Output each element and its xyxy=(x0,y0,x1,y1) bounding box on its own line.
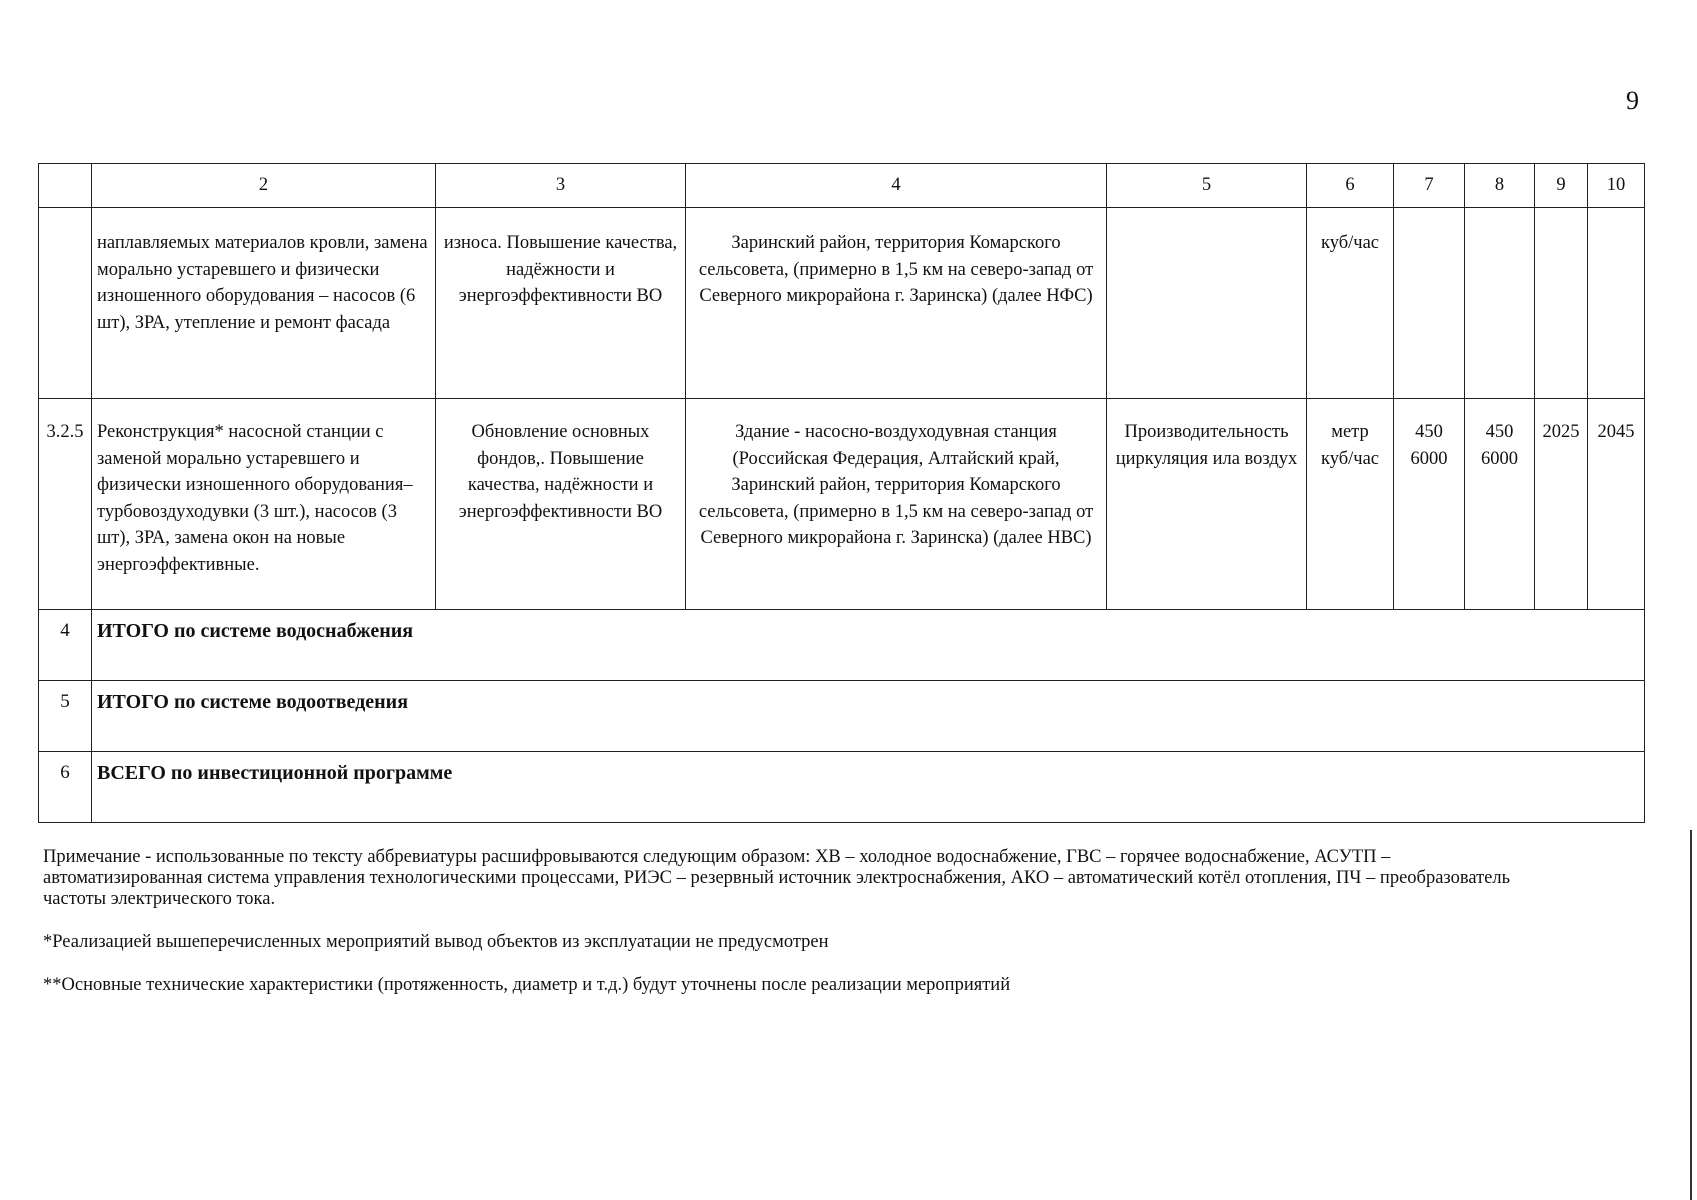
header-cell xyxy=(39,164,92,208)
measure-description: Реконструкция* насосной станции с заменой морально устаревшего и физически изношенного оборудования– турбовоздуходувки (3 шт.), насосов (3 шт), ЗРА, замена окон на новые энергоэффективные. xyxy=(92,399,436,610)
investment-program-table xyxy=(38,163,1645,823)
value-before xyxy=(1394,208,1465,399)
value-line: 450 xyxy=(1485,422,1514,442)
header-cell: 9 xyxy=(1535,164,1588,208)
footnote-double-star: **Основные технические характеристики (протяженность, диаметр и т.д.) будут уточнены после реализации мероприятий xyxy=(43,975,1011,995)
row-number: 4 xyxy=(39,610,92,681)
total-row-program xyxy=(39,752,1645,823)
total-label: ИТОГО по системе водоотведения xyxy=(92,681,1645,752)
header-cell: 10 xyxy=(1588,164,1645,208)
total-row-wastewater xyxy=(39,681,1645,752)
header-cell: 3 xyxy=(436,164,686,208)
row-number: 3.2.5 xyxy=(39,399,92,610)
total-row-water-supply xyxy=(39,610,1645,681)
header-cell: 7 xyxy=(1394,164,1465,208)
value-before xyxy=(1394,399,1465,610)
measure-goal: износа. Повышение качества, надёжности и энергоэффективности ВО xyxy=(436,208,686,399)
year-start: 2025 xyxy=(1535,399,1588,610)
value-line: 450 xyxy=(1415,422,1443,442)
abbreviation-note: Примечание - использованные по тексту аббревиатуры расшифровываются следующим образом: ХВ – холодное водоснабжение, ГВС – горячее водоснабжение, АСУТП – автоматизированная система управления технологическими процессами, РИЭС – резервный источник электроснабжения, АКО – автоматический котёл отопления, ПЧ – преобразователь частоты электрического тока. xyxy=(43,847,1511,909)
header-cell: 6 xyxy=(1307,164,1394,208)
table-header-row xyxy=(39,164,1645,208)
header-cell: 2 xyxy=(92,164,436,208)
value-line: 6000 xyxy=(1481,448,1518,469)
row-number xyxy=(39,208,92,399)
value-after xyxy=(1465,399,1535,610)
unit-line: куб/час xyxy=(1320,448,1379,469)
header-cell: 4 xyxy=(686,164,1107,208)
header-cell: 8 xyxy=(1465,164,1535,208)
unit-cell: куб/час xyxy=(1307,208,1394,399)
total-label: ВСЕГО по инвестиционной программе xyxy=(92,752,1645,823)
unit-line: метр xyxy=(1331,422,1369,442)
measure-description: наплавляемых материалов кровли, замена морально устаревшего и физически изношенного оборудования – насосов (6 шт), ЗРА, утепление и ремонт фасада xyxy=(92,208,436,399)
parameter-name xyxy=(1107,208,1307,399)
scan-edge-line xyxy=(1690,830,1692,1200)
year-end: 2045 xyxy=(1588,399,1645,610)
object-location: Заринский район, территория Комарского сельсовета, (примерно в 1,5 км на северо-запад от Северного микрорайона г. Заринска) (далее НФС) xyxy=(686,208,1107,399)
row-number: 5 xyxy=(39,681,92,752)
page-number: 9 xyxy=(1626,86,1639,115)
footnote-single-star: *Реализацией вышеперечисленных мероприятий вывод объектов из эксплуатации не предусмотрен xyxy=(43,932,829,952)
row-number: 6 xyxy=(39,752,92,823)
notes-section xyxy=(43,847,1543,996)
parameter-name: Производительность циркуляция ила воздух xyxy=(1107,399,1307,610)
unit-cell xyxy=(1307,399,1394,610)
table-row xyxy=(39,399,1645,610)
header-cell: 5 xyxy=(1107,164,1307,208)
value-after xyxy=(1465,208,1535,399)
table-row xyxy=(39,208,1645,399)
measure-goal: Обновление основных фондов,. Повышение качества, надёжности и энергоэффективности ВО xyxy=(436,399,686,610)
year-start xyxy=(1535,208,1588,399)
year-end xyxy=(1588,208,1645,399)
total-label: ИТОГО по системе водоснабжения xyxy=(92,610,1645,681)
object-location: Здание - насосно-воздуходувная станция (Российская Федерация, Алтайский край, Заринский район, территория Комарского сельсовета, (примерно в 1,5 км на северо-запад от Северного микрорайона г. Заринска) (далее НВС) xyxy=(686,399,1107,610)
value-line: 6000 xyxy=(1410,448,1448,469)
